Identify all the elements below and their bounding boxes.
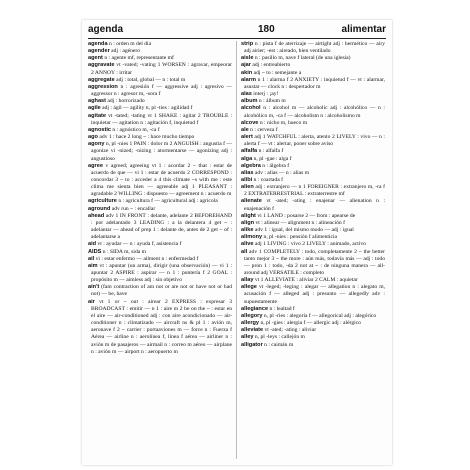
dictionary-entry (241, 134, 385, 148)
definition: n : agnóstico m, -ca f (111, 126, 160, 133)
dictionary-entry (241, 156, 385, 163)
headword: agitate (88, 112, 107, 119)
definition: (fam contraction of am not or are not or have not or had not) — be, have (91, 284, 232, 298)
dictionary-entry (241, 62, 385, 69)
headword: alive (241, 241, 254, 248)
dictionary-entry (241, 249, 385, 278)
dictionary-page (82, 20, 392, 465)
definition: vi : estar enfermo — ailment n : enfermedad f (94, 255, 199, 262)
headword: alcohol (241, 105, 261, 112)
definition: n : lealtad f (268, 305, 295, 312)
dictionary-entry (241, 220, 385, 227)
dictionary-entry (88, 299, 232, 356)
definition: n : alfalfa f (257, 148, 284, 155)
definition: adv 1 : igual, del mismo modo — adj : igual (253, 227, 354, 234)
dictionary-entry (241, 184, 385, 198)
headword: album (241, 98, 258, 105)
headword: allege (241, 284, 257, 291)
dictionary-entry (241, 334, 385, 341)
definition: interj : ¡ay! (251, 91, 279, 98)
dictionary-entry (88, 256, 232, 263)
dictionary-entry (88, 84, 232, 98)
definition: n : alcohol m — alcoholic adj : alcohólico — n : alcohólico m, -ca f — alcoholism n : alcoholismo m (244, 105, 385, 119)
guide-word-left: agenda (88, 24, 124, 35)
definition: n, pl -leys : callejón m (253, 334, 305, 341)
headword: air (88, 298, 95, 305)
dictionary-entry (88, 77, 232, 84)
guide-word-right: alimentar (341, 24, 386, 35)
definition: v agreed; agreeing vt 1 : acordar 2 ~ that : estar de acuerdo de que — vi 1 : estar de acuerdo 2 CORRESPOND : concordar 3 ~ to : acceder a 4 this climate ~s with me : este clima me sienta bien — agreeable adj 1 PLEASANT : agradable 2 WILLING : dispuesto — agreement n : acuerdo m (91, 162, 232, 198)
definition: n : álgebra f (260, 162, 290, 169)
headword: alleviate (241, 327, 264, 334)
dictionary-entry (241, 327, 385, 334)
headword: alley (241, 334, 254, 341)
definition: vt : ayudar — n : ayuda f, asistencia f (96, 241, 182, 248)
headword: alfalfa (241, 148, 258, 155)
dictionary-entry (241, 213, 385, 220)
headword: alas (241, 91, 252, 98)
headword: akin (241, 69, 253, 76)
dictionary-entry (241, 105, 385, 119)
dictionary-entry (88, 284, 232, 298)
headword: allergy (241, 320, 260, 327)
definition: n, pl -ries : alegoría f — allegorical adj : alegórico (262, 312, 377, 319)
definition: adj 1 WATCHFUL : alerta, atento 2 LIVELY : vivo — n : alerta f — vt : alertar, poner sobre aviso (244, 134, 385, 148)
left-column (88, 41, 232, 461)
dictionary-entry (88, 241, 232, 248)
definition: adj : horrorizado (106, 98, 145, 105)
dictionary-entry (241, 320, 385, 327)
headword: alert (241, 134, 253, 141)
dictionary-entry (88, 163, 232, 199)
dictionary-entry (88, 263, 232, 284)
headword: ain't (88, 284, 100, 291)
definition: adj : extranjero — n 1 FOREIGNER : extranjero m, -ra f 2 EXTRATERRESTRIAL : extraterrestre mf (244, 184, 385, 198)
definition: adv run ~ : encallar (110, 205, 156, 212)
headword: agony (88, 141, 105, 148)
headword: allegory (241, 312, 263, 319)
dictionary-entry (241, 148, 385, 155)
definition: adv 1 COMPLETELY : todo, completamente 2 ~ the better tanto mejor 3 ~ the more : aún más, todavía más — adj : todo — pron 1 : todo, -da 2 not at ~ : de ninguna manera — all-around adj VERSATILE : completo (244, 248, 385, 276)
dictionary-entry (241, 170, 385, 177)
dictionary-entry (241, 120, 385, 127)
dictionary-entry (241, 306, 385, 313)
headword: agent (88, 55, 103, 62)
definition: n, pl -nies : pensión f alimenticia (262, 234, 338, 241)
page-header (88, 24, 386, 38)
dictionary-entry (241, 70, 385, 77)
definition: adj : ágil — agility n, pl -ties : agilidad f (100, 105, 193, 112)
headword: algebra (241, 162, 261, 169)
headword: AIDS (88, 248, 102, 255)
definition: n : orden m del día (107, 41, 152, 47)
dictionary-entry (88, 55, 232, 62)
definition: vt -tated; -tating vt 1 SHAKE : agitar 2 TROUBLE : inquietar — agitation n : agitación f, inquietud f (91, 112, 232, 126)
definition: adj : total, global — n : total m (114, 76, 186, 83)
headword: aim (88, 262, 98, 269)
headword: aghast (88, 98, 107, 105)
definition: adv 1 : hace 2 long ~ : hace mucho tiempo (97, 134, 195, 141)
definition: n, pl -nies 1 PAIN : dolor m 2 ANGUISH : angustia f — agonize vi -nized; -nizing : atormentarse — agonizing adj : angustioso (91, 141, 232, 162)
definition: vt -vated; -vating 1 WORSEN : agravar, empeorar 2 ANNOY : irritar (91, 62, 232, 76)
definition: vt -ated; -ating : enajenar — alienation n : enajenación f (244, 198, 385, 212)
headword: ail (88, 255, 95, 262)
definition: n : nicho m, hueco m (258, 119, 308, 126)
dictionary-entry (88, 206, 232, 213)
dictionary-entry (241, 77, 385, 91)
dictionary-entry (241, 127, 385, 134)
headword: agnostic (88, 126, 112, 133)
headword: alibi (241, 176, 253, 183)
definition: n : álbum m (257, 98, 286, 105)
headword: alight (241, 212, 256, 219)
dictionary-entry (241, 342, 385, 349)
dictionary-entry (88, 249, 232, 256)
definition: vt : alinear — alignment n : alineación f (254, 219, 345, 226)
headword: ajar (241, 62, 251, 69)
definition: vt -leged; -leging : alegar — allegation n : alegato m, acusación f — alleged adj : presunto — allegedly adv : supuestamente (244, 284, 385, 305)
headword: agriculture (88, 198, 117, 205)
headword: aground (88, 205, 111, 212)
dictionary-entry (241, 277, 385, 284)
headword: strip (241, 41, 254, 47)
definition: n, pl -gae : alga f (252, 155, 292, 162)
headword: aggression (88, 83, 118, 90)
headword: alarm (241, 76, 256, 83)
definition: adj 1 LIVING : vivo 2 LIVELY : animado, activo (253, 241, 366, 248)
definition: adj : entreabierto (250, 62, 291, 69)
headword: allay (241, 277, 254, 284)
dictionary-entry (88, 41, 232, 48)
dictionary-entry (241, 198, 385, 212)
headword: ale (241, 126, 249, 133)
definition: n : coartada f (252, 176, 283, 183)
definition: n 1 : alarma f 2 ANXIETY : inquietud f — vt : alarmar, asustar — clock n : despertador m (244, 76, 385, 90)
definition: n : agresión f — aggressive adj : agresivo — aggressor n : agresor m, -sora f (91, 83, 232, 98)
definition: n, pl -gies : alergia f — allergic adj : alérgico (259, 320, 361, 327)
definition: adj ~ to : semejante a (252, 69, 302, 76)
definition: vi 1 LAND : posarse 2 — from : apearse de (255, 212, 356, 219)
definition: n : pista f de aterrizaje — airtight adj : hermético — airy adj airier; -est : aireado, bien ventilado (244, 41, 385, 55)
definition: vt : apuntar (un arma), dirigir (una observación) — vi 1 : apuntar 2 ASPIRE : aspirar — n 1 : puntería f 2 GOAL : propósito m — aimless adj : sin objetivo (91, 262, 232, 284)
headword: ago (88, 134, 98, 141)
dictionary-entry (88, 62, 232, 76)
dictionary-entry (241, 91, 385, 98)
dictionary-entry (241, 55, 385, 62)
definition: n : SIDA m, sida m (101, 248, 146, 255)
dictionary-entry (241, 234, 385, 241)
dictionary-entry (241, 163, 385, 170)
headword: alcove (241, 119, 259, 126)
headword: allegiance (241, 305, 269, 312)
dictionary-entry (241, 41, 385, 55)
headword: alien (241, 184, 254, 191)
headword: alligator (241, 341, 263, 348)
headword: alga (241, 155, 253, 162)
headword: alias (241, 169, 254, 176)
dictionary-entry (88, 198, 232, 205)
dictionary-entry (88, 213, 232, 242)
headword: alimony (241, 234, 263, 241)
headword: align (241, 219, 255, 226)
headword: agile (88, 105, 101, 112)
page-number: 180 (258, 24, 275, 35)
headword: all (241, 248, 248, 255)
headword: aisle (241, 55, 254, 62)
definition: vt -ated; -ating : aliviar (263, 327, 317, 334)
headword: ahead (88, 212, 105, 219)
dictionary-entry (241, 284, 385, 305)
headword: aggravate (88, 62, 115, 69)
definition: adv : alias — n : alias m (253, 169, 310, 176)
dictionary-entry (241, 241, 385, 248)
headword: alienate (241, 198, 262, 205)
headword: agree (88, 162, 103, 169)
dictionary-entry (88, 127, 232, 134)
headword: alike (241, 227, 254, 234)
definition: n : cerveza f (248, 126, 278, 133)
definition: adv 1 IN FRONT : delante, adelante 2 BEFOREHAND : por adelantado 3 LEADING : a la delantera 4 get ~ : adelantar — ahead of prep 1 : delante de, antes de 2 get ~ of : adelantarse a (91, 212, 232, 241)
headword: aggregate (88, 76, 115, 83)
dictionary-entry (88, 141, 232, 162)
header-rule (88, 38, 386, 39)
dictionary-entry (88, 113, 232, 127)
definition: n : agente mf, representante mf (102, 55, 174, 62)
right-column (241, 41, 385, 461)
headword: aid (88, 241, 97, 248)
definition: n : pasillo m, nave f lateral (de una iglesia) (253, 55, 351, 62)
dictionary-entry (241, 98, 385, 105)
definition: n : caimán m (262, 341, 294, 348)
definition: vt 1 ALLEVIATE : aliviar 2 CALM : aquietar (253, 277, 358, 284)
dictionary-entry (88, 105, 232, 112)
column-divider (236, 41, 237, 459)
headword: agenda (88, 41, 108, 47)
definition: vt 1 or ~ out : airear 2 EXPRESS : expresar 3 BROADCAST : emitir — n 1 : aire m 2 be on the ~ : estar en el aire — air-conditioned adj : con aire acondicionado — air-conditioner n : climatizado — aircraft ns & pl 1 : avión m, aeronave f 2 ~ carrier : portaaviones m — force n : Fuerza f Aérea — airline n : aerolínea f, línea f aérea — airliner n : avión m de pasajeros — airmail n : correo m aéreo — airplane n : avión m — airport n : aeropuerto m (91, 298, 232, 355)
definition: adj : agénero (109, 48, 141, 55)
headword: agender (88, 48, 110, 55)
definition: n : agricultura f — agricultural adj : agrícola (116, 198, 218, 205)
